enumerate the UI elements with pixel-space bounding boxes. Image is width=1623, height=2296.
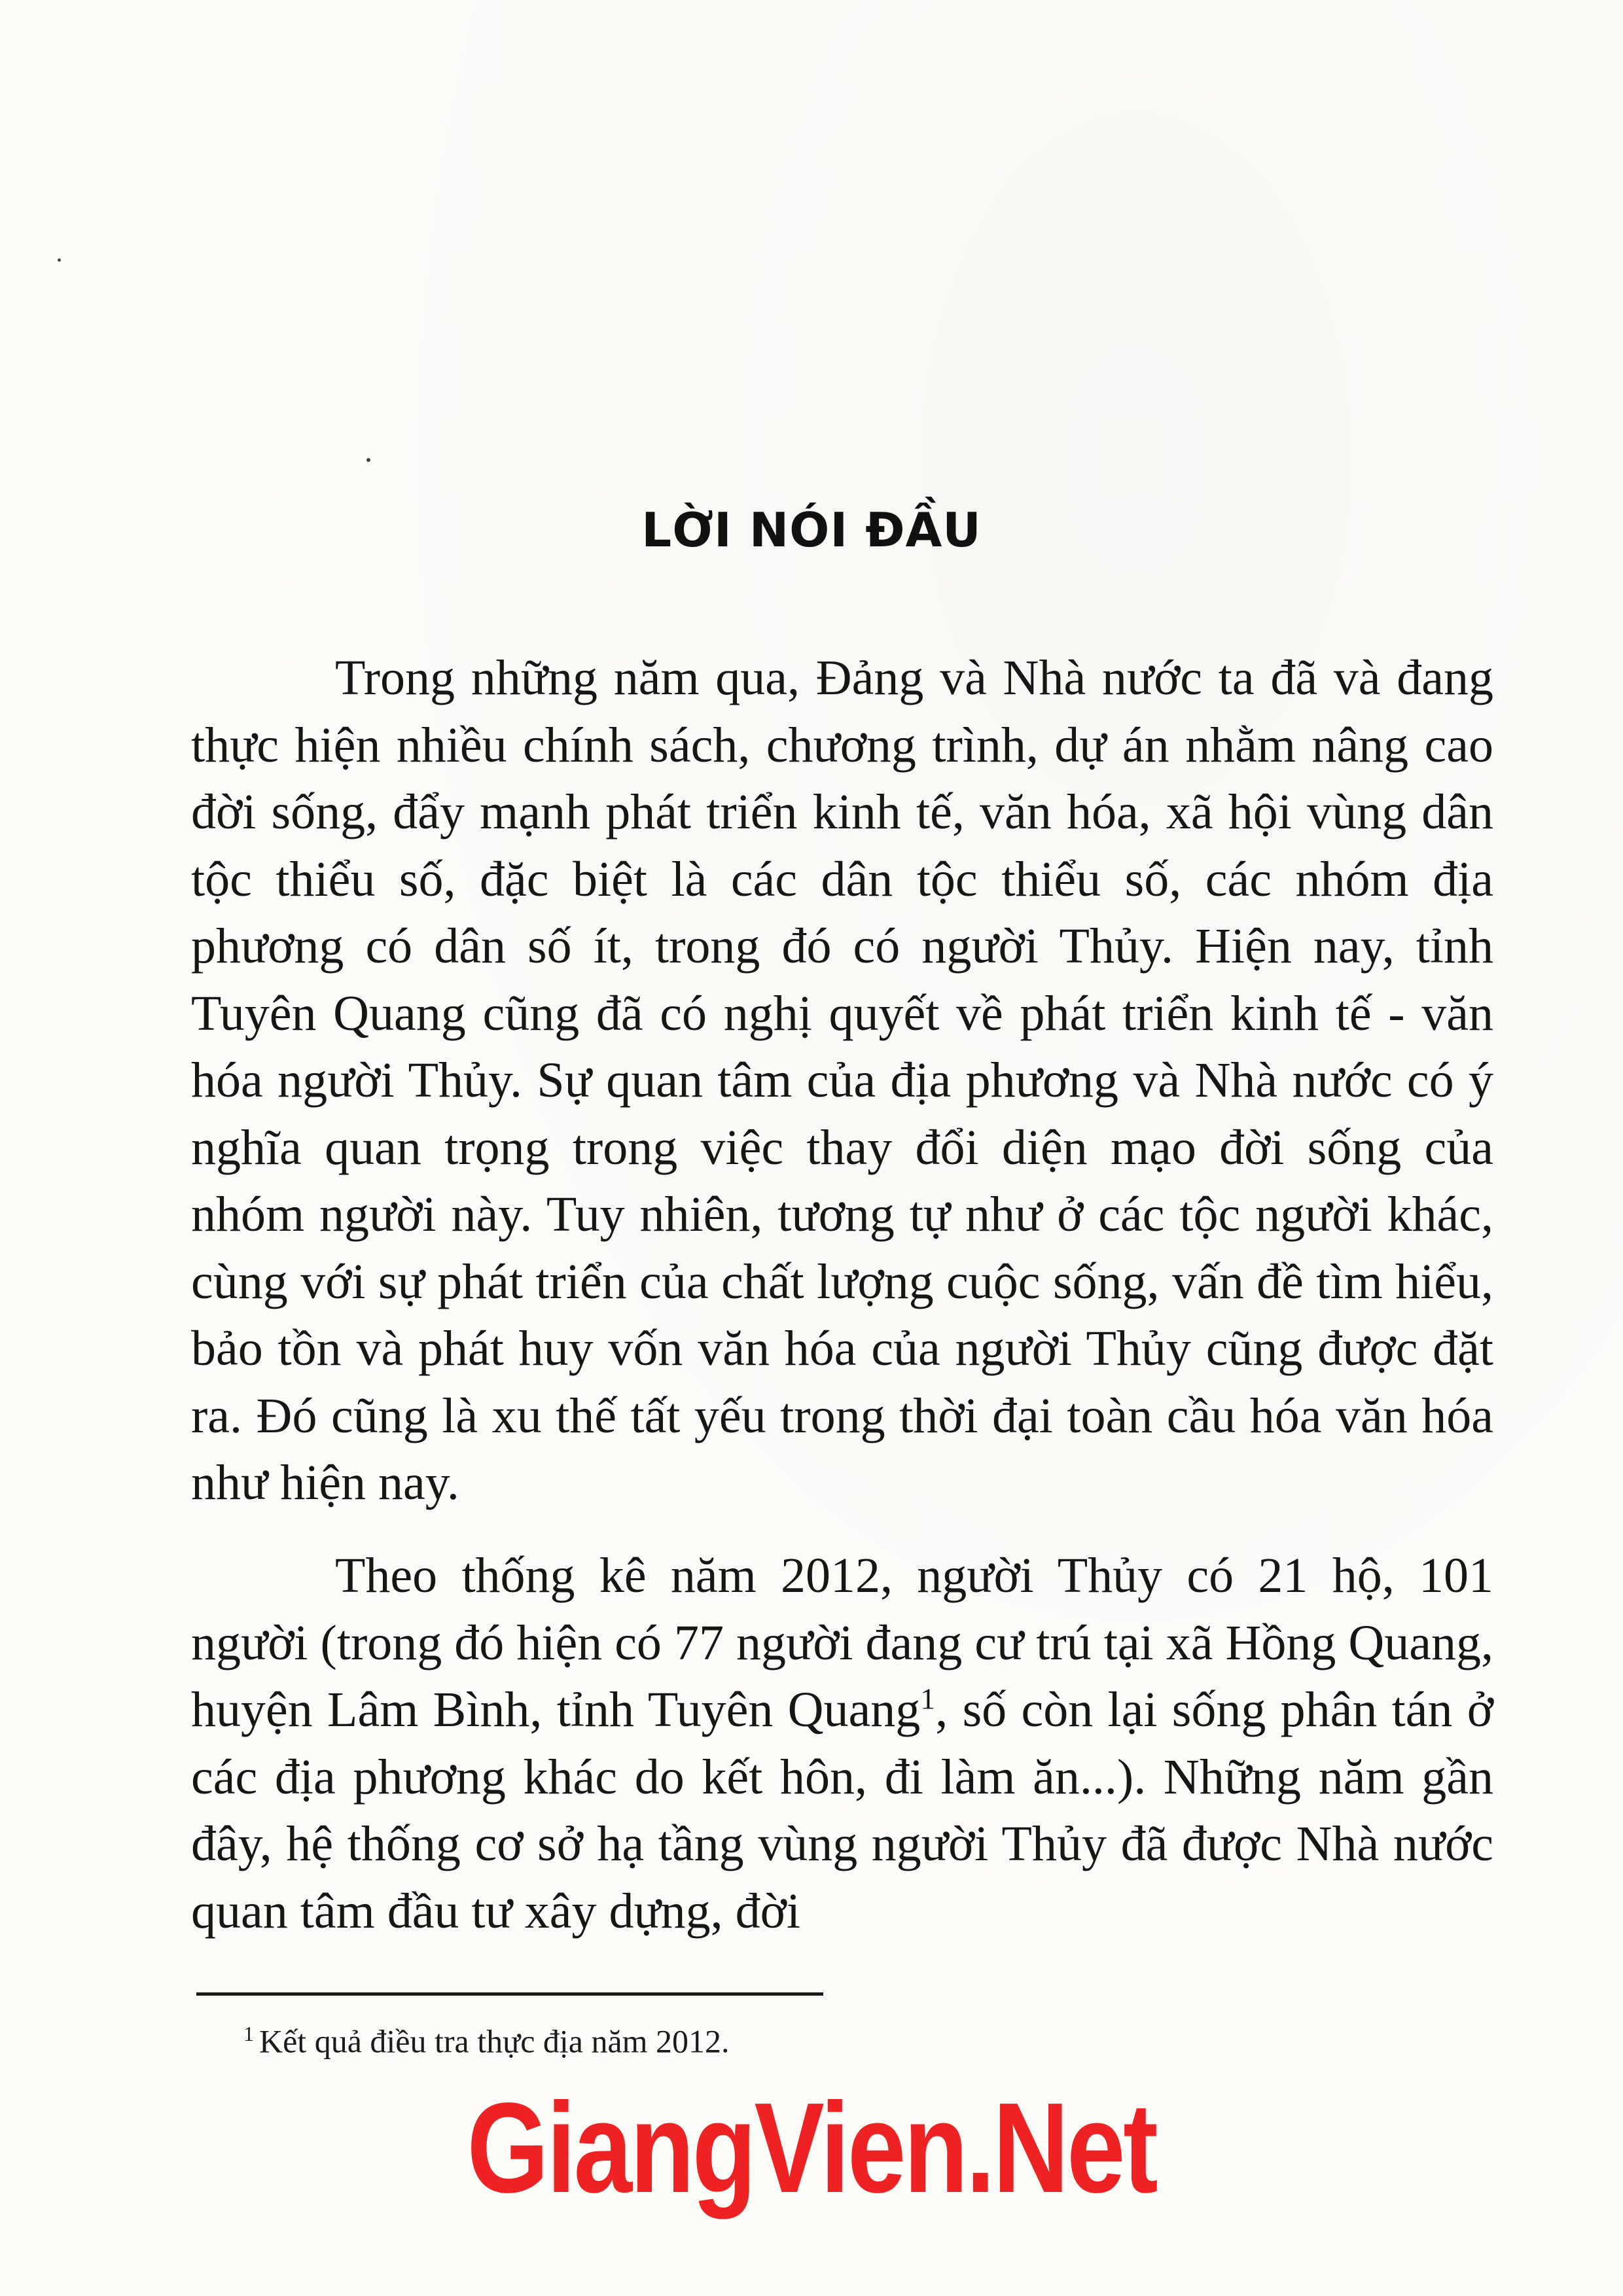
page-title: LỜI NÓI ĐẦU — [641, 503, 982, 557]
paragraph-1-text: Trong những năm qua, Đảng và Nhà nước ta đã và đang thực hiện nhiều chính sách, chương trình, dự án nhằm nâng cao đời sống, đẩy mạnh phát triển kinh tế, văn hóa, xã hội vùng dân tộc thiểu số, đặc biệt là các dân tộc thiểu số, các nhóm địa phương có dân số ít, trong đó có người Thủy. Hiện nay, tỉnh Tuyên Quang cũng đã có nghị quyết về phát triển kinh tế - văn hóa người Thủy. Sự quan tâm của địa phương và Nhà nước có ý nghĩa quan trọng trong việc thay đổi diện mạo đời sống của nhóm người này. Tuy nhiên, tương tự như ở các tộc người khác, cùng với sự phát triển của chất lượng cuộc sống, vấn đề tìm hiểu, bảo tồn và phát huy vốn văn hóa của người Thủy cũng được đặt ra. Đó cũng là xu thế tất yếu trong thời đại toàn cầu hóa văn hóa như hiện nay. — [191, 650, 1493, 1510]
paragraph-2-text — [191, 1542, 1493, 1945]
scan-speck — [58, 258, 61, 262]
footnote-reference: 1 — [920, 1682, 936, 1716]
paragraph-2-part-1: Theo thống kê năm 2012, người Thủy có 21 hộ, 101 người (trong đó hiện có 77 người đang cư trú tại xã Hồng Quang, huyện Lâm Bình, tỉnh Tuyên Quang — [191, 1548, 1493, 1737]
paragraph-2-part-2: , số còn lại sống phân tán ở các địa phương khác do kết hôn, đi làm ăn...). Những năm gần đây, hệ thống cơ sở hạ tầng vùng người Thủy đã được Nhà nước quan tâm đầu tư xây dựng, đời — [191, 1682, 1493, 1939]
watermark-logo: GiangVien.Net — [467, 2076, 1156, 2219]
footnote-text: Kết quả điều tra thực địa năm 2012. — [259, 2022, 730, 2060]
paragraph-2 — [191, 1542, 1493, 1945]
footnote-number: 1 — [243, 2022, 254, 2045]
scan-speck — [366, 458, 370, 462]
paragraph-1 — [191, 645, 1493, 1517]
footnote-separator — [196, 1992, 823, 1996]
footnote — [243, 2022, 730, 2060]
